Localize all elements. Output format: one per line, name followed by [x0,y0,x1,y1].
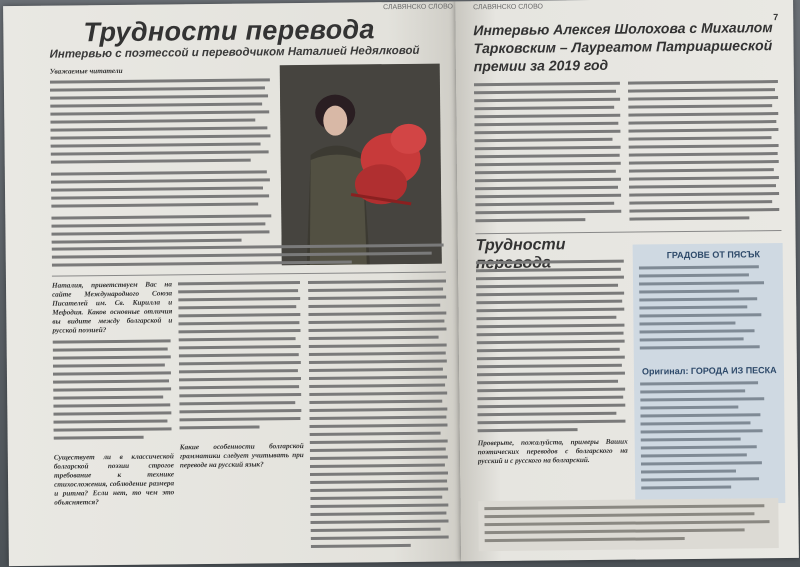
text-lines-graphic [476,258,628,435]
left-page [3,1,461,566]
text-lines-graphic [53,337,174,448]
newspaper-spread [3,0,799,567]
portrait-photo [280,64,442,266]
question-3: Какие особенности болгарской грамматики следует учитывать при переводе на русский язык? [179,442,304,470]
question-1: Наталия, приветствуем Вас на сайте Международного Союза Писателей им. Св. Кирилла и Мефодия. Каков основные отличия вы видите между болгарской и русской поэзией? [51,280,173,335]
text-lines-graphic [50,76,274,245]
question-4: Проверьте, пожалуйста, примеры Ваших поэтических переводов с болгарского на русский и с русского на болгарский. [477,437,628,466]
intro-label: Уважаемые читатели [49,66,123,76]
portrait-illustration [280,64,442,266]
poem-title-2: Оригинал: ГОРОДА ИЗ ПЕСКА [641,365,777,377]
right-lower-col [476,258,629,500]
right-page-title: Интервью Алексея Шолохова с Михаилом Тарковским – Лауреатом Патриаршеской премии за 2019 год [473,19,773,75]
text-lines-graphic [178,279,304,440]
page-number: 7 [773,12,779,23]
column-1 [52,280,175,561]
poem-title-1: ГРАДОВЕ ОТ ПЯСЪК [666,249,760,261]
column-2 [178,279,305,560]
imprint-lines-graphic [478,498,779,551]
intro-bottom-lines [52,242,446,274]
right-upper-col-1 [474,80,624,232]
right-section-title: Трудности [475,236,566,255]
text-lines-graphic [474,80,624,232]
column-3 [308,278,451,559]
left-page-subtitle: Интервью с поэтессой и переводчиком Наталией Недялковой [49,44,420,61]
text-lines-graphic [308,278,451,557]
text-lines-graphic [52,242,446,272]
poem-lines-graphic [639,263,790,365]
intro-filler [50,76,274,245]
left-page-title: Трудности перевода [83,14,375,48]
right-header-tag: СЛАВЯНСКО СЛОВО [473,3,543,12]
right-upper-col-2 [628,78,782,230]
text-lines-graphic [628,78,782,230]
imprint-box [478,498,779,551]
poem-lines-graphic [640,379,791,501]
intro-text-block [50,65,274,245]
right-page [455,0,799,561]
poem-box [633,243,786,505]
question-2: Существует ли в классической болгарской поэзии строгое требование к технике стихосложения, соблюдение размера и ритма? Если нет, то чем это объясняется? [53,452,175,507]
left-header-tag: СЛАВЯНСКО СЛОВО [383,3,453,12]
